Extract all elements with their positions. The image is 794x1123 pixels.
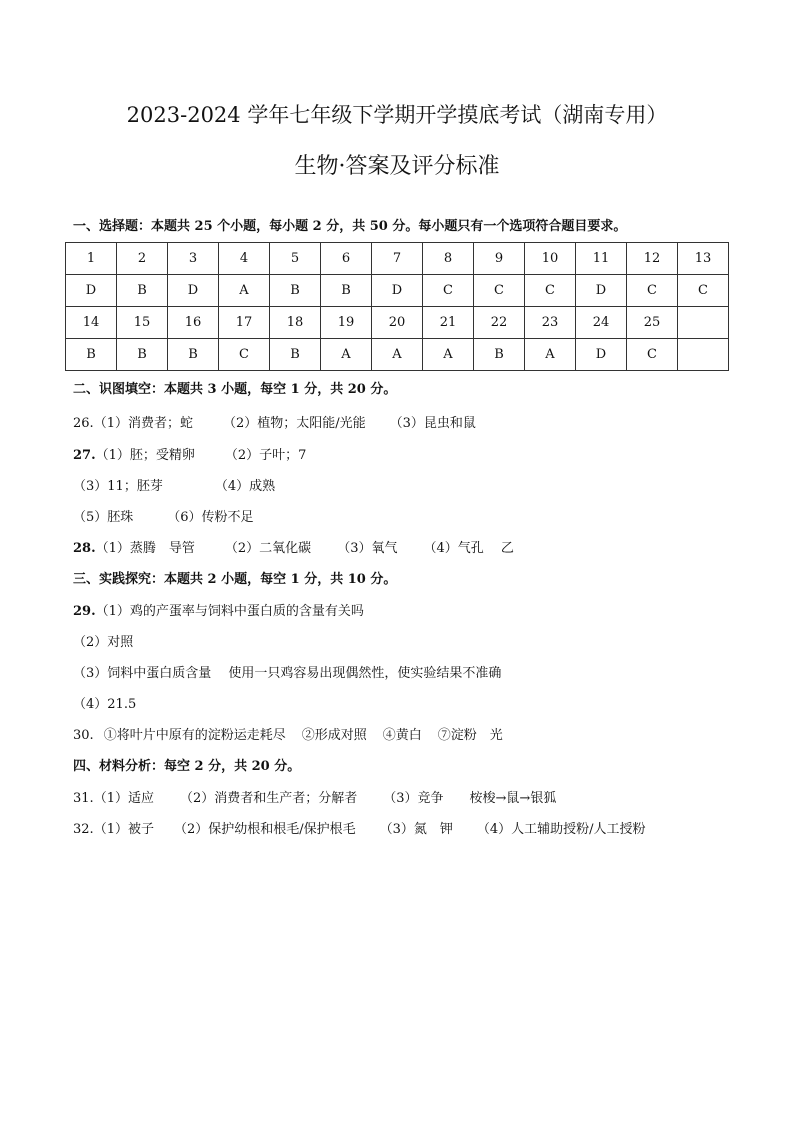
table-cell: 12: [627, 243, 678, 275]
answer-30: [73, 727, 503, 745]
answer-text: （3）11；胚芽: [73, 479, 163, 494]
table-cell: 11: [576, 243, 627, 275]
table-cell: A: [423, 339, 474, 371]
answer-text: （3）氧气: [337, 541, 398, 556]
table-cell: A: [219, 275, 270, 307]
table-cell: B: [270, 275, 321, 307]
table-row: [66, 275, 729, 307]
answer-text: （2）二氧化碳: [224, 541, 312, 556]
question-number: 31.: [73, 791, 94, 806]
question-number: 27.: [73, 448, 96, 463]
table-cell: 24: [576, 307, 627, 339]
question-number: 30.: [73, 728, 94, 743]
answer-text: （2）消费者和生产者；分解者: [179, 791, 358, 806]
answer-27-line-1: [73, 447, 306, 465]
answer-text: （2）对照: [73, 635, 134, 650]
question-number: 26.: [73, 416, 94, 431]
answer-text: （2）保护幼根和根毛/保护根毛: [173, 822, 356, 837]
table-cell: A: [372, 339, 423, 371]
table-cell: C: [627, 275, 678, 307]
table-cell: C: [525, 275, 576, 307]
table-cell: 2: [117, 243, 168, 275]
table-cell: 21: [423, 307, 474, 339]
table-cell: D: [66, 275, 117, 307]
table-cell: 25: [627, 307, 678, 339]
table-cell: C: [219, 339, 270, 371]
page-subtitle: 生物·答案及评分标准: [294, 154, 500, 179]
table-cell: A: [321, 339, 372, 371]
table-cell: 23: [525, 307, 576, 339]
answer-text: （2）植物；太阳能/光能: [222, 416, 366, 431]
table-cell: 3: [168, 243, 219, 275]
table-cell: D: [576, 275, 627, 307]
table-cell: 6: [321, 243, 372, 275]
answer-32: [73, 821, 646, 839]
table-cell: D: [372, 275, 423, 307]
table-cell: 18: [270, 307, 321, 339]
answer-31: [73, 790, 556, 808]
table-cell: 14: [66, 307, 117, 339]
table-cell: B: [474, 339, 525, 371]
table-cell: C: [474, 275, 525, 307]
answer-29-line-3: [73, 665, 501, 683]
page-title: 2023-2024 学年七年级下学期开学摸底考试（湖南专用）: [126, 103, 668, 127]
table-cell: C: [627, 339, 678, 371]
answer-text: （1）蒸腾 导管: [95, 541, 195, 556]
table-cell: 20: [372, 307, 423, 339]
answer-text: （1）被子: [93, 822, 154, 837]
table-cell: D: [168, 275, 219, 307]
question-number: 29.: [73, 604, 96, 619]
table-cell: B: [66, 339, 117, 371]
answer-text: （5）胚珠: [73, 510, 134, 525]
question-number: 28.: [73, 541, 96, 556]
answer-text: 桉梭→鼠→银狐: [469, 791, 557, 806]
answer-table: [65, 242, 729, 371]
answer-text: （4）21.5: [73, 697, 137, 712]
table-cell: 10: [525, 243, 576, 275]
table-cell: 9: [474, 243, 525, 275]
table-cell: B: [168, 339, 219, 371]
table-cell: 19: [321, 307, 372, 339]
table-cell: B: [117, 275, 168, 307]
answer-29-line-1: [73, 603, 364, 621]
answer-text: （6）传粉不足: [167, 510, 254, 525]
table-cell: C: [678, 275, 729, 307]
answer-27-line-3: [73, 509, 254, 527]
table-cell: A: [525, 339, 576, 371]
table-row: [66, 243, 729, 275]
table-cell: B: [321, 275, 372, 307]
answer-text: （1）胚；受精卵: [95, 448, 195, 463]
answer-text: ④黄白: [382, 728, 422, 743]
table-cell: D: [576, 339, 627, 371]
section-4-heading: 四、材料分析：每空 2 分，共 20 分。: [73, 759, 301, 774]
table-cell: [678, 339, 729, 371]
answer-28: [73, 540, 514, 558]
answer-text: ⑦淀粉 光: [437, 728, 503, 743]
table-cell: 13: [678, 243, 729, 275]
answer-text: （1）适应: [93, 791, 154, 806]
table-cell: 16: [168, 307, 219, 339]
table-cell: B: [270, 339, 321, 371]
answer-text: （3）昆虫和鼠: [389, 416, 476, 431]
section-3-heading: 三、实践探究：本题共 2 小题，每空 1 分，共 10 分。: [73, 572, 397, 587]
answer-text: ②形成对照: [301, 728, 367, 743]
answer-29-line-4: [73, 696, 136, 714]
answer-text: （1）鸡的产蛋率与饲料中蛋白质的含量有关吗: [95, 604, 364, 619]
answer-text: （3）竞争: [383, 791, 444, 806]
table-cell: 17: [219, 307, 270, 339]
answer-text: （2）子叶；7: [224, 448, 307, 463]
answer-27-line-2: [73, 478, 275, 496]
answer-text: （4）人工辅助授粉/人工授粉: [476, 822, 646, 837]
table-cell: 4: [219, 243, 270, 275]
answer-text: （1）消费者；蛇: [93, 416, 193, 431]
section-2-heading: 二、识图填空：本题共 3 小题，每空 1 分，共 20 分。: [73, 382, 397, 397]
answer-29-line-2: [73, 634, 133, 652]
answer-text: ①将叶片中原有的淀粉运走耗尽: [103, 728, 286, 743]
section-1-heading: 一、选择题：本题共 25 个小题，每小题 2 分，共 50 分。每小题只有一个选项符合题目要求。: [73, 219, 627, 234]
table-cell: B: [117, 339, 168, 371]
table-cell: 22: [474, 307, 525, 339]
table-cell: 1: [66, 243, 117, 275]
table-cell: C: [423, 275, 474, 307]
table-cell: 7: [372, 243, 423, 275]
table-row: [66, 339, 729, 371]
answer-text: （3）氮 钾: [379, 822, 453, 837]
table-row: [66, 307, 729, 339]
table-cell: [678, 307, 729, 339]
answer-text: （4）气孔 乙: [423, 541, 514, 556]
table-cell: 5: [270, 243, 321, 275]
answer-26: [73, 415, 476, 433]
answer-text: （3）饲料中蛋白质含量 使用一只鸡容易出现偶然性，使实验结果不准确: [73, 666, 502, 681]
question-number: 32.: [73, 822, 94, 837]
table-cell: 15: [117, 307, 168, 339]
answer-text: （4）成熟: [214, 479, 276, 494]
table-cell: 8: [423, 243, 474, 275]
